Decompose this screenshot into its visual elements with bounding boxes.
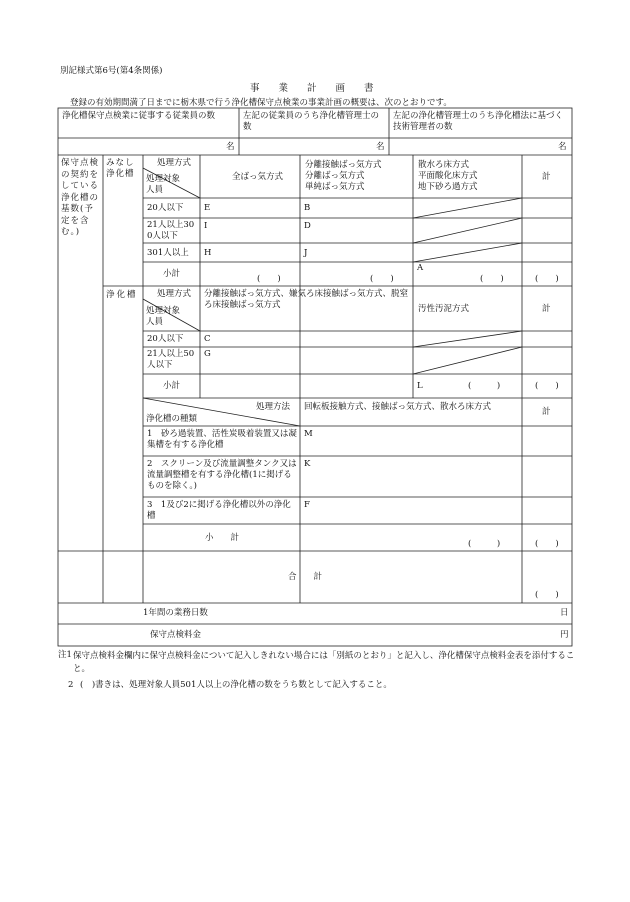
other-subtotal-paren: ( ) [468, 539, 501, 549]
other-row3-code: F [304, 500, 310, 510]
form-code: 別記様式第6号(第4条関係) [60, 66, 163, 76]
minashi-col3-l2: 平面酸化床方式 [418, 171, 478, 181]
minashi-row2-label: 21人以上300人以下 [147, 220, 195, 241]
note1-num: 注1 [58, 650, 72, 660]
other-row1-label: 1 砂ろ過装置、活性炭吸着装置又は凝集槽を有する浄化槽 [147, 429, 297, 450]
other-subtotal: 小 計 [205, 533, 240, 543]
other-row2-code: K [304, 459, 311, 469]
fee-label: 保守点検料金 [150, 630, 202, 640]
page-title: 事 業 計 画 書 [250, 83, 374, 94]
fee-unit: 円 [560, 630, 569, 640]
minashi-subtotal: 小計 [163, 269, 181, 279]
days-label: 1年間の業務日数 [143, 608, 208, 618]
johka-subtotal-c3-paren: ( ) [468, 381, 501, 391]
staff-header-technical: 左記の浄化槽管理士のうち浄化槽法に基づく技術管理者の数 [393, 111, 564, 132]
other-header: 回転板接触方式、接触ばっ気方式、散水ろ床方式 [304, 402, 492, 412]
minashi-col2-l1: 分離接触ばっ気方式 [305, 160, 382, 170]
staff-unit-2: 名 [376, 142, 385, 152]
johka-subtotal-c3: L [417, 381, 423, 391]
minashi-col2-l2: 分離ばっ気方式 [305, 171, 365, 181]
minashi-row2-c1: I [204, 221, 208, 231]
grand-total-label: 合 計 [288, 572, 323, 582]
minashi-subtotal-c1-paren: ( ) [257, 274, 281, 284]
other-total-header: 計 [542, 407, 551, 417]
days-unit: 日 [560, 608, 569, 618]
minashi-col3-l3: 地下砂ろ過方式 [418, 182, 478, 192]
intro-text: 登録の有効期間満了日までに栃木県で行う浄化槽保守点検業の事業計画の概要は、次のとおりです。 [70, 98, 452, 108]
minashi-row1-c2: B [304, 203, 311, 213]
johka-row2-label: 21人以上50人以下 [147, 349, 195, 370]
staff-header-employees: 浄化槽保守点検業に従事する従業員の数 [62, 111, 216, 121]
johka-total-header: 計 [542, 304, 551, 314]
minashi-subtotal-c3-paren: ( ) [480, 274, 504, 284]
other-diag-top: 処理方法 [256, 402, 291, 412]
minashi-subtotal-c3: A [417, 263, 424, 273]
grand-total-paren: ( ) [535, 590, 559, 600]
staff-unit-1: 名 [226, 142, 235, 152]
minashi-row1-c1: E [204, 203, 211, 213]
minashi-diag-bottom: 処理対象人員 [146, 174, 181, 195]
other-subtotal-total-paren: ( ) [535, 539, 559, 549]
johka-diag-bottom: 処理対象人員 [146, 306, 181, 327]
minashi-row1-label: 20人以下 [147, 203, 184, 213]
note2-text: ( )書きは、処理対象人員501人以上の浄化槽の数をうち数として記入すること。 [80, 680, 392, 690]
side-label: 保守点検の契約をしている浄化槽の基数(予定を含む。) [61, 158, 100, 237]
johka-row2-c1: G [204, 349, 211, 359]
johka-row1-label: 20人以下 [147, 334, 184, 344]
staff-header-managers: 左記の従業員のうち浄化槽管理士の数 [243, 111, 380, 132]
minashi-row3-c1: H [204, 248, 212, 258]
minashi-subtotal-total-paren: ( ) [535, 274, 559, 284]
other-row3-label: 3 1及び2に掲げる浄化槽以外の浄化槽 [147, 500, 291, 521]
minashi-row3-label: 301人以上 [147, 248, 189, 258]
note2-num: 2 [68, 680, 74, 690]
johka-diag-top: 処理方式 [157, 289, 192, 299]
minashi-total-header: 計 [542, 172, 551, 182]
staff-unit-3: 名 [558, 142, 567, 152]
minashi-subtotal-c2-paren: ( ) [370, 274, 394, 284]
johka-row1-c1: C [204, 334, 211, 344]
other-row1-code: M [304, 429, 313, 439]
johka-col3: 汚性汚泥方式 [418, 304, 470, 314]
note1-text: 保守点検料金欄内に保守点検料金について記入しきれない場合には「別紙のとおり」と記入し、浄化槽保守点検料金表を添付すること。 [73, 651, 575, 674]
minashi-col1: 全ばっ気方式 [232, 172, 284, 182]
minashi-label: みなし浄化槽 [106, 158, 135, 179]
johka-subtotal-total-paren: ( ) [535, 381, 559, 391]
minashi-col3-l1: 散水ろ床方式 [418, 160, 470, 170]
minashi-diag-top: 処理方式 [157, 158, 192, 168]
minashi-row3-c2: J [304, 248, 308, 258]
other-diag-bottom: 浄化槽の種類 [146, 414, 198, 424]
johka-label: 浄化槽 [106, 290, 138, 300]
johka-subtotal: 小計 [163, 381, 181, 391]
minashi-col2-l3: 単純ばっ気方式 [305, 182, 365, 192]
other-row2-label: 2 スクリーン及び流量調整タンク又は流量調整槽を有する浄化槽(1に掲げるものを除く。) [147, 459, 297, 491]
minashi-row2-c2: D [304, 221, 311, 231]
johka-col12: 分離接触ばっ気方式、嫌気ろ床接触ばっ気方式、脱窒ろ床接触ばっ気方式 [204, 289, 409, 310]
